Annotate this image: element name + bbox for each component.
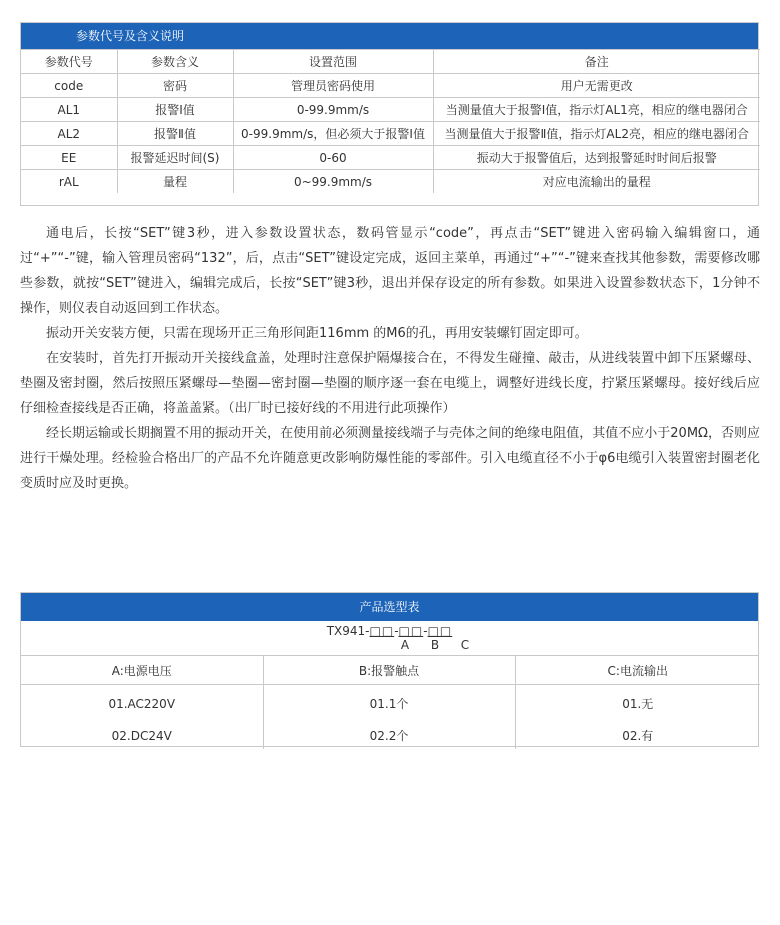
param-cell: 0-99.9mm/s — [233, 98, 433, 122]
param-table-panel — [20, 22, 759, 206]
header-power: A:电源电压 — [21, 656, 263, 685]
param-cell: 当测量值大于报警Ⅱ值，指示灯AL2亮，相应的继电器闭合 — [433, 122, 760, 146]
param-cell: 0-99.9mm/s，但必须大于报警Ⅰ值 — [233, 122, 433, 146]
param-cell: EE — [21, 146, 117, 170]
param-cell: 密码 — [117, 74, 233, 98]
paragraph-mounting: 振动开关安装方便，只需在现场开正三角形间距116mm 的M6的孔，再用安装螺钉固定即可。 — [46, 326, 588, 341]
param-row — [21, 122, 760, 146]
model-sep: - — [394, 624, 399, 638]
param-cell: AL1 — [21, 98, 117, 122]
param-cell: 用户无需更改 — [433, 74, 760, 98]
param-cell: 振动大于报警值后，达到报警延时时间后报警 — [433, 146, 760, 170]
param-table-title: 参数代号及含义说明 — [21, 23, 758, 49]
param-cell: 当测量值大于报警Ⅰ值，指示灯AL1亮，相应的继电器闭合 — [433, 98, 760, 122]
model-code-row — [21, 621, 758, 656]
model-letter-b: B — [430, 638, 440, 652]
param-row — [21, 98, 760, 122]
param-table — [21, 49, 760, 193]
paragraph-setup: 通电后，长按“SET”键3秒，进入参数设置状态，数码管显示“code”，再点击“SET”键进入密码输入编辑窗口，通过“+”“-”键，输入管理员密码“132”，后，点击“SET”键设定完成，返回主菜单，再通过“+”“-”键来查找其他参数，需要修改哪些参数，就按“SET”键进入，编辑完成后，长按“SET”键3秒，退出并保存设定的所有参数。如果进入设置参数状态下，1分钟不操作，则仪表自动返回到工作状态。 — [20, 226, 760, 316]
selection-row — [21, 685, 760, 723]
param-cell: AL2 — [21, 122, 117, 146]
paragraph-storage: 经长期运输或长期搁置不用的振动开关，在使用前必须测量接线端子与壳体之间的绝缘电阻值，其值不应小于20MΩ，否则应进行干燥处理。经检验合格出厂的产品不允许随意更改影响防爆性能的零部件。引入电缆直径不小于φ6电缆引入装置密封圈老化变质时应及时更换。 — [20, 426, 760, 491]
option-cell: 01.1个 — [263, 685, 515, 723]
param-header-cell: 参数含义 — [117, 50, 233, 74]
param-cell: 报警延迟时间(S) — [117, 146, 233, 170]
param-cell: 报警Ⅰ值 — [117, 98, 233, 122]
option-cell: 02.2个 — [263, 722, 515, 749]
option-cell: 01.无 — [515, 685, 760, 723]
param-header-cell: 备注 — [433, 50, 760, 74]
selection-table — [21, 656, 760, 749]
param-cell: code — [21, 74, 117, 98]
model-blank-b: □□ — [398, 624, 424, 638]
selection-table-title: 产品选型表 — [21, 593, 758, 621]
model-letter-c: C — [460, 638, 470, 652]
paragraph-installation: 在安装时，首先打开振动开关接线盒盖，处理时注意保护隔爆接合在，不得发生碰撞、敲击，从进线装置中卸下压紧螺母、垫圈及密封圈，然后按照压紧螺母—垫圈—密封圈—垫圈的顺序逐一套在电缆上，调整好进线长度，拧紧压紧螺母。接好线后应仔细检查接线是否正确，将盖盖紧。（出厂时已接好线的不用进行此项操作） — [20, 351, 760, 416]
header-current-output: C:电流输出 — [515, 656, 760, 685]
param-header-row — [21, 50, 760, 74]
param-cell: 0~99.9mm/s — [233, 170, 433, 194]
param-cell: 管理员密码使用 — [233, 74, 433, 98]
model-prefix: TX941- — [326, 624, 370, 638]
selection-header-row — [21, 656, 760, 685]
selection-row — [21, 722, 760, 749]
param-cell: 量程 — [117, 170, 233, 194]
option-cell: 01.AC220V — [108, 696, 176, 711]
param-header-cell: 参数代号 — [21, 50, 117, 74]
model-code — [21, 624, 758, 638]
param-row — [21, 170, 760, 194]
model-blank-c: □□ — [427, 624, 453, 638]
param-cell: 对应电流输出的量程 — [433, 170, 760, 194]
option-cell: 02.有 — [515, 722, 760, 749]
param-cell: 报警Ⅱ值 — [117, 122, 233, 146]
instructions-text — [20, 221, 760, 496]
selection-table-panel — [20, 592, 759, 747]
model-blank-a: □□ — [369, 624, 395, 638]
param-cell: rAL — [21, 170, 117, 194]
model-letter-a: A — [400, 638, 410, 652]
model-letters — [390, 638, 480, 652]
model-sep: - — [423, 624, 428, 638]
param-cell: 0-60 — [233, 146, 433, 170]
param-header-cell: 设置范围 — [233, 50, 433, 74]
header-alarm-contact: B:报警触点 — [263, 656, 515, 685]
param-row — [21, 146, 760, 170]
param-row — [21, 74, 760, 98]
option-cell: 02.DC24V — [111, 728, 172, 743]
